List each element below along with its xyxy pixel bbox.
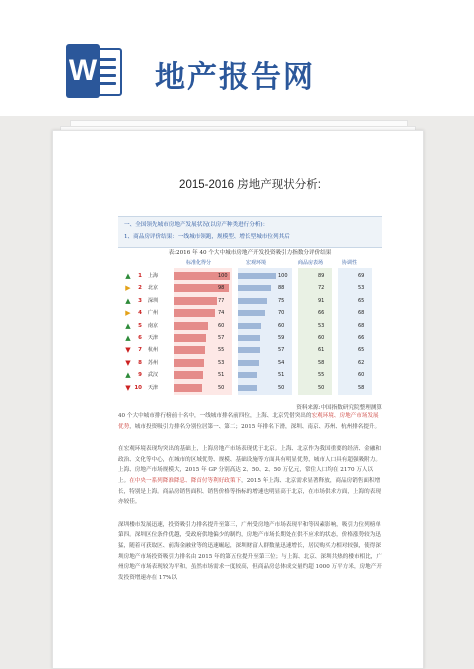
section-heading: 一、全国领先城市房地产发展状况(以房产种类进行分析)： (124, 222, 269, 228)
site-title[interactable]: 地产报告网 (155, 60, 315, 95)
macro-bar (238, 285, 271, 291)
table-row (122, 332, 372, 344)
paragraph-3: 深圳楼市发展迅速，投资吸引力排名提升至第三，广州受房地产市场表现平和等因素影响，吸引力位列榜单第四。深圳区位条件优越，受政府供地偏少的制约，房地产市场长期处在供不应求的状态，价格涨势较为迅猛，随着可获取区、前海金融业等的迅速崛起，深圳财富人群数量迅速增长，居民购买力相对较强，使得深圳房地产市场投资吸引力排名由 2015 年的第五位提升至第三位；与上海、北京、深圳共热的楼市相比，广州房地产市场表现较为平和，虽然市场需求一度较高，但商品房总体成交量约超 1000 万平方米，房地产开发投资增速亦在 17%以 (118, 521, 382, 581)
score-value: 51 (218, 372, 225, 379)
coord-value: 69 (358, 273, 365, 279)
macro-value: 51 (278, 372, 285, 379)
paragraph-1-highlight: 宏观环境、房地产市场发展优势 (118, 413, 379, 430)
score-bar (174, 359, 204, 367)
paragraph-1-text-b: ，城市投资吸引力排名分别位居第一、第二；2015 年排名下滑，深圳、南京、苏州、杭州排名提升。 (129, 423, 381, 430)
market-value: 72 (318, 285, 325, 292)
rank-number: 10 (134, 384, 142, 391)
macro-bar (238, 372, 257, 378)
score-value: 53 (218, 359, 225, 366)
table-row (122, 357, 372, 369)
city-name: 广州 (148, 310, 159, 317)
score-bar (174, 371, 203, 379)
macro-value: 54 (278, 359, 285, 366)
score-value: 60 (218, 322, 225, 329)
macro-value: 75 (278, 297, 285, 304)
trend-up-arrow-icon: ▲ (125, 334, 131, 342)
market-value: 89 (318, 273, 325, 279)
trend-up-arrow-icon: ▲ (125, 321, 131, 330)
score-bar (174, 334, 206, 342)
table-header-macro: 宏观环境 (246, 260, 267, 266)
rank-number: 6 (138, 335, 142, 341)
paragraph-1-text-a: 40 个大中城市排行榜前十名中，一线城市排名前四位，上海、北京凭借突出的 (118, 413, 312, 419)
table-row (122, 320, 372, 332)
score-bar (174, 346, 205, 354)
rank-number: 5 (138, 322, 142, 329)
macro-value: 70 (278, 310, 285, 317)
score-bar (174, 384, 202, 392)
rank-number: 9 (138, 372, 142, 379)
market-value: 66 (318, 310, 325, 317)
table-row (122, 344, 372, 356)
paragraph-2-text-a: 在宏观环境表现均突出的基础上，上海房地产市场表现优于北京。上海、北京作为我国重要的经济、金融和政治、文化等中心，在城市的区域优势、规模、基础设施等方面具有明显优势，城市人口具有超强吸附力。上海、房地产市场规模大，2015 年 GP 分别高达 2、50、2、50 万亿元，常住人口均在 2170 万人以上。 (118, 446, 381, 484)
trend-up-arrow-icon: ▲ (125, 272, 131, 280)
section-subheading: 1、商品房评价结果：一线城市领跑，规模型、增长型城市位列其后 (124, 234, 290, 240)
rank-number: 8 (138, 359, 142, 366)
table-row (122, 369, 372, 381)
city-name: 杭州 (148, 347, 159, 354)
trend-right-arrow-icon: ▶ (125, 284, 131, 293)
trend-down-arrow-icon: ▼ (125, 346, 131, 355)
market-value: 60 (318, 335, 325, 341)
document-content (118, 160, 382, 669)
city-name: 武汉 (148, 372, 159, 379)
macro-bar (238, 323, 261, 329)
market-value: 53 (318, 322, 325, 329)
score-value: 98 (218, 285, 225, 292)
table-row (122, 307, 372, 319)
section-header-bar (118, 216, 382, 248)
coord-value: 65 (358, 297, 365, 304)
word-doc-icon (66, 44, 124, 98)
city-name: 天津 (148, 335, 159, 341)
score-value: 55 (218, 347, 225, 354)
market-value: 61 (318, 347, 325, 354)
score-bar (174, 309, 215, 317)
trend-up-arrow-icon: ▲ (125, 296, 131, 305)
coord-value: 68 (358, 322, 365, 329)
coord-value: 58 (358, 384, 365, 391)
table-row (122, 282, 372, 294)
document-title: 2015-2016 房地产现状分析: (179, 179, 321, 191)
coord-value: 66 (358, 335, 365, 341)
paragraph-2 (118, 444, 382, 508)
macro-bar (238, 310, 265, 316)
paragraph-2-highlight: 在中央一系列降准降息、降首付等利好政策下 (129, 477, 242, 484)
macro-bar (238, 273, 276, 279)
table-row (122, 295, 372, 307)
rank-number: 7 (138, 347, 142, 354)
table-header-coord: 协调性 (342, 260, 358, 266)
score-bar (174, 322, 208, 330)
score-value: 74 (218, 310, 225, 317)
market-value: 58 (318, 359, 325, 366)
city-name: 深圳 (148, 297, 159, 304)
macro-value: 50 (278, 384, 285, 391)
rank-number: 4 (138, 310, 142, 317)
macro-bar (238, 360, 259, 366)
coord-value: 60 (358, 372, 365, 379)
score-bar (174, 297, 217, 305)
table-header-market: 商品房表场 (298, 260, 324, 266)
word-letter: W (66, 44, 100, 98)
brand-header (0, 0, 474, 112)
rank-number: 1 (138, 273, 142, 279)
macro-value: 60 (278, 322, 285, 329)
table-row (122, 270, 372, 282)
macro-value: 100 (278, 273, 288, 279)
coord-value: 65 (358, 347, 365, 354)
score-value: 57 (218, 335, 225, 341)
macro-bar (238, 385, 257, 391)
market-value: 91 (318, 297, 325, 304)
macro-bar (238, 335, 260, 341)
paragraph-1 (118, 411, 382, 432)
table-caption: 表:2016 年 40 个大中城市房地产开发投资吸引力指数分评价结果 (168, 250, 332, 256)
trend-right-arrow-icon: ▶ (125, 309, 131, 318)
score-value: 77 (218, 297, 225, 304)
table-row (122, 382, 372, 394)
macro-value: 88 (278, 285, 285, 292)
score-value: 50 (218, 384, 225, 391)
city-name: 上海 (148, 273, 159, 279)
coord-value: 68 (358, 310, 365, 317)
market-value: 55 (318, 372, 325, 379)
city-name: 南京 (148, 322, 159, 329)
macro-bar (238, 298, 267, 304)
score-value: 100 (218, 273, 228, 279)
city-name: 苏州 (148, 359, 159, 366)
market-value: 50 (318, 384, 325, 391)
coord-value: 53 (358, 285, 365, 292)
macro-value: 59 (278, 335, 285, 341)
trend-down-arrow-icon: ▼ (125, 383, 131, 392)
city-name: 天津 (148, 384, 159, 391)
trend-up-arrow-icon: ▲ (125, 371, 131, 380)
macro-value: 57 (278, 347, 285, 354)
paragraph-2-text-b: ，2015 年上海、北京需求显著释放，商品房销售面积增长，特别是上海。商品房销售面积、销售价格等指标的增速也明显高于北京，在市场供求方面，上海的表现亦较佳。 (118, 477, 381, 506)
city-name: 北京 (148, 285, 159, 292)
ranking-table (122, 259, 372, 395)
rank-number: 3 (138, 297, 142, 304)
trend-down-arrow-icon: ▼ (125, 358, 131, 367)
rank-number: 2 (138, 285, 142, 292)
macro-bar (238, 347, 260, 353)
coord-value: 62 (358, 359, 365, 366)
table-header-score: 标准化得分 (186, 260, 212, 266)
source-note: 资料来源:中国指数研究院整理测算 (296, 405, 382, 411)
